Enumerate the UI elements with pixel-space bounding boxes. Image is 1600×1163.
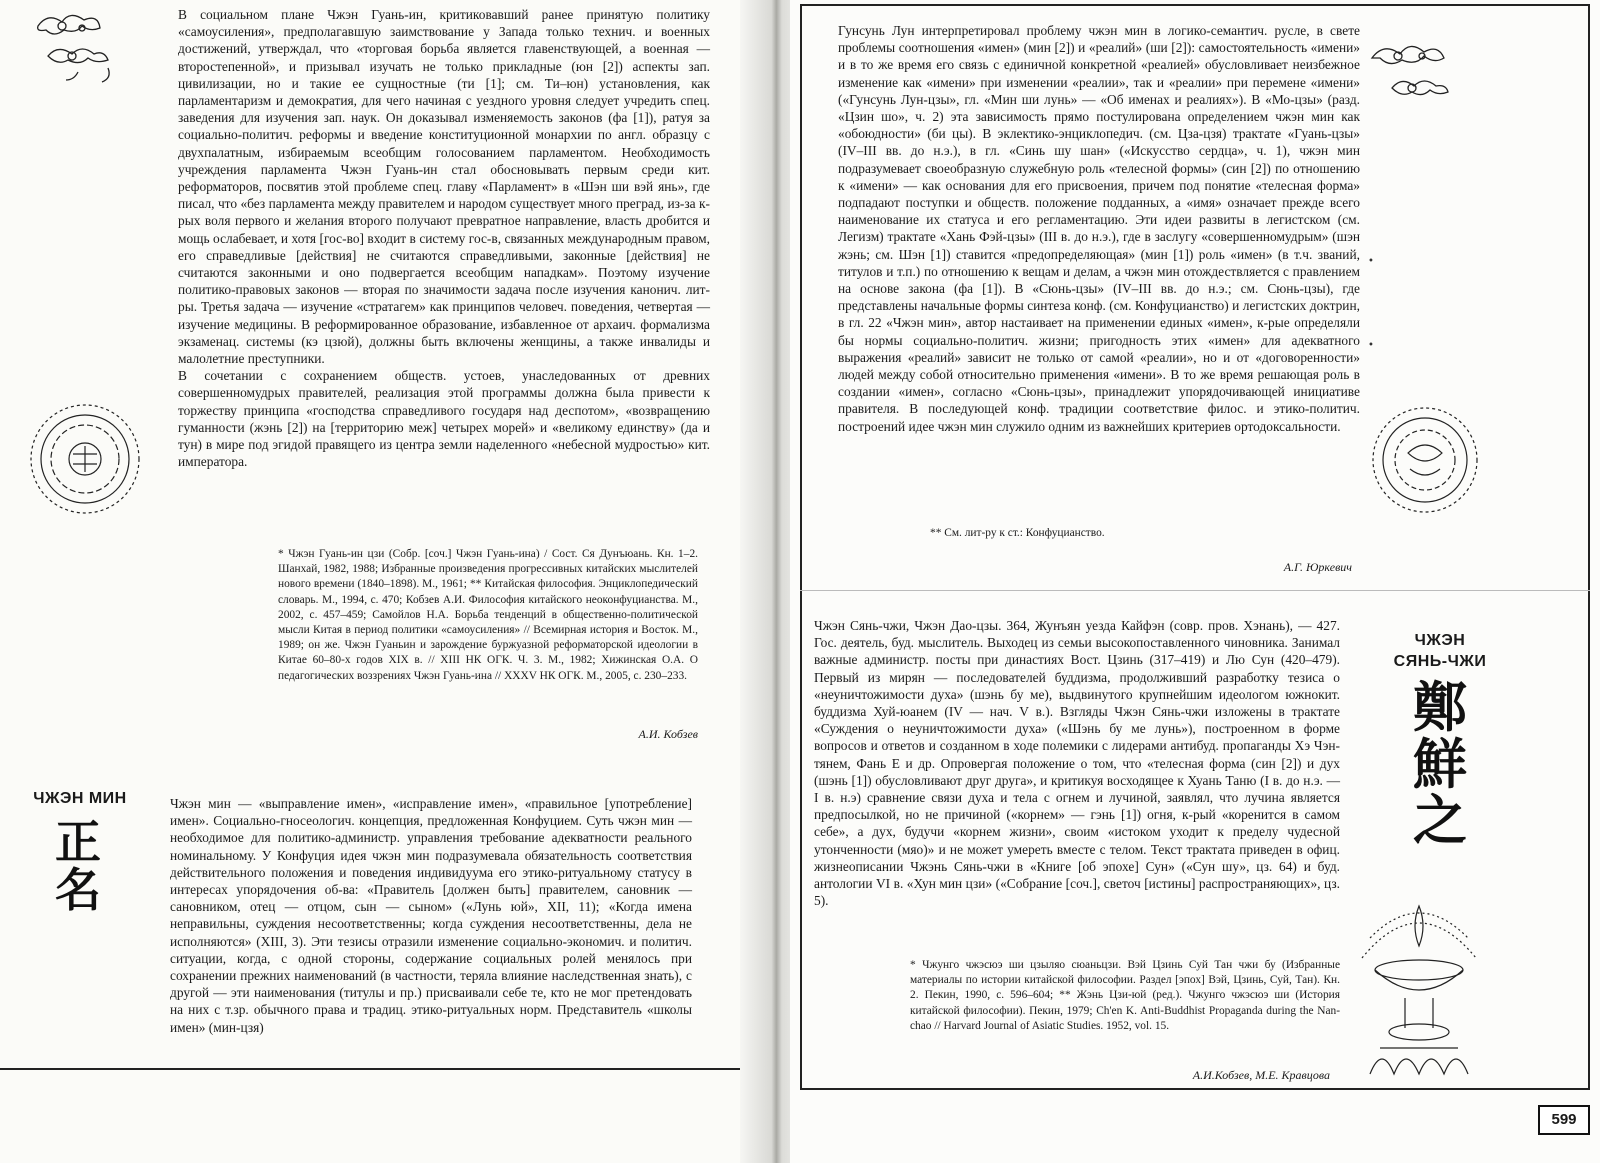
section-divider (800, 590, 1590, 591)
entry-headword: ЧЖЭН МИН (33, 790, 127, 807)
entry-headword-line1: ЧЖЭН (1414, 632, 1466, 649)
top-article-paragraph-2: В сочетании с сохранением обществ. устоев, унаследованных от древних совершенномудрых правителей, реализация этой программы должна была привести к торжеству принципа «господства справедливого государя над деспотом», «возвращению гуманности (жэнь [2]) на [территорию меж] четырех морей» и «великому единству» (да и тун) в мире под эгидой правящего из центра земли наделенного «небесной мудростью» кит. императора. (178, 368, 710, 470)
medallion-ornament-icon (28, 402, 143, 517)
top-article-references: ** См. лит-ру к ст.: Конфуцианство. (930, 527, 1105, 539)
margin-dot: • (1368, 340, 1374, 351)
right-page-bottom-border (800, 1088, 1590, 1090)
top-article-text: Гунсунь Лун интерпретировал проблему чжэн мин в логико-семантич. русле, в свете проблемы соотношения «имен» (мин [2]) и «реалий» (ши [2]): самостоятельность «имени» и в то же время его связь с единичной конкретной «реалией» обусловливает неизбежное изменение как «имени» при изменении «реалии», так и «реалии» при перемене «имени» («Гунсунь Лун-цзы», гл. «Мин ши лунь» — «Об именах и реалиях»). В «Мо-цзы» (разд. «Цзин шо», ч. 2) эта зависимость прямо постулирована определением чжэн мин как «обоюдности» (би цы). В эклектико-энциклопедич. (см. Цза-цзя) трактате «Гуань-цзы» (IV–III вв. до н.э.), в гл. «Синь шу шан» («Искусство сердца», ч. 1), чжэн мин подразумевает своеобразную служебную роль «телесной формы» (син [2]) по отношению к «имени» — как основания для его присвоения, причем под понятие «телесная форма» подпадают поступки и обществ. положение подданных, а «имя» означает прежде всего наименование их статуса и его регламентацию. Эти идеи развиты в легистском (см. Легизм) трактате «Хань Фэй-цзы» (III в. до н.э.), где в заслугу «совершенномудрым» (шэн жэнь; см. Шэн [1]) ставится «предопределяющая» (мин [1]) роль «имен» (в т.ч. званий, титулов и т.п.) по отношению к вещам и делам, а чжэн мин отождествляется с правлением на основе закона (фа [1]). В «Сюнь-цзы» (IV–III вв. до н.э.; см. Сюнь-цзы), где представлены начальные формы синтеза конф. (см. Конфуцианство) и легистских доктрин, в гл. 22 «Чжэн мин», автор настаивает на применении единых «имен», к-рые определяли бы нормы социально-политич. жизни; пригодность этих «имен» для адекватного выражения «реалий» зависит не только от самой «реалии», но и от «договоренности» людей между собой относительно применения «имени». В то же время решающая роль в создании «имен», согласно «Сюнь-цзы», принадлежит упорядочивающей инициативе правителя. В последующей конф. традиции соответствие филос. и этико-политич. построений идее чжэн мин служило одним из важнейших критериев ортодоксальности. (838, 23, 1360, 434)
right-page-right-border (1588, 4, 1590, 1090)
right-page-left-border (800, 4, 802, 1090)
lamp-ornament-icon (1350, 898, 1488, 1078)
entry-hanzi: 鄭 鮮 之 (1413, 676, 1467, 853)
entry-hanzi: 正 名 (55, 815, 101, 918)
entry-text: Чжэн мин — «выправление имен», «исправление имен», «правильное [употребление] имен». Социально-гносеологич. концепция, предложенная Конфуцием. Суть чжэн мин — необходимое для политико-администр. управления требование адекватности реального номинальному. У Конфуция идея чжэн мин подразумевала обязательность соответствия действительного положения и поведения индивидуума его этико-ритуальному статусу в интересах упорядочения об-ва: «Правитель [должен быть] правителем, сановник — сановником, отец — отцом, сын — сыном» («Лунь юй», XII, 11); «Когда имена неправильны, суждения несоответственны; когда суждения несоответственны, дела не исполняются» (XIII, 3). Эти тезисы отразили изменение социально-экономич. и политич. ситуации, когда, с одной стороны, содержание социальных ролей менялось при сохранении прежних наименований (в частности, теряла влияние наследственная знать), с другой — эти наименования (титулы и пр.) присваивали себе те, кто не мог претендовать на них с т.зр. обычного права и традиц. этико-ритуальных норм. Представитель «школы имен» (мин-цзя) (170, 796, 692, 1035)
left-page (0, 0, 770, 1163)
entry-author: А.И.Кобзев, М.Е. Кравцова (1192, 1068, 1330, 1082)
right-page-top-border (800, 4, 1590, 6)
top-article-paragraph-1: В социальном плане Чжэн Гуань-ин, критиковавший ранее принятую политику «самоусиления», предполагавшую заимствование у Запада только технич. и военных достижений, утверждал, что «торговая борьба является главенствующей, а военная — второстепенной», и призывал изучать не только прикладные (юн [2]) аспекты зап. цивилизации, но и такие ее сущностные (ти [1]; см. Ти–юн) установления, как парламентаризм и демократия, для чего начиная с уездного уровня следует учредить спец. заведения для изучения зап. наук. Он доказывал изменяемость законов (фа [1]), ратуя за социально-политич. реформы и введение конституционной монархии по англ. образцу с двухпалатным, избираемым всеобщим голосованием парламентом. Необходимость учреждения парламента Чжэн Гуань-ин стал обосновывать первым среди кит. реформаторов, посвятив этой проблеме спец. главу «Парламент» в «Шэн ши вэй янь», где писал, что «без парламента между правителем и народом существует много преград, из-за к-рых воля первого и желания второго получают превратное направление, власть дробится и мощь ослабевает, и хотя [гос-во] входит в систему гос-в, связанных международным правом, его справедливые [действия] не считаются справедливыми, законные [действия] не считаются законными и оно подвергается всеобщим нападкам». Поэтому изучение политико-правовых законов — вторая по значимости задача после изучения канонич. лит-ры. Третья задача — изучение «стратагем» как принципов человеч. поведения, четвертая — изучение медицины. В реформированное образование, избавленное от архаич. формализма экзаменац. системы (кэ цзюй), должны быть включены женщины, а также инвалиды и малолетние преступники. (178, 7, 710, 367)
entry-headword (1380, 630, 1500, 672)
top-divider (0, 1068, 740, 1070)
right-page (790, 0, 1600, 1163)
margin-dot: • (1368, 256, 1374, 267)
cloud-ornament-icon (1362, 28, 1472, 118)
page-number: 599 (1538, 1105, 1590, 1135)
cloud-ornament-icon (18, 6, 138, 86)
medallion-ornament-icon (1370, 405, 1480, 515)
top-article-text (178, 6, 710, 470)
entry-headword-line2: СЯНЬ-ЧЖИ (1393, 653, 1487, 670)
top-article-author: А.И. Кобзев (638, 727, 698, 741)
entry-references: * Чжунго чжэсюэ ши цзыляо сюаньцзи. Вэй Цзинь Суй Тан чжи бу (Избранные материалы по истории китайской философии. Раздел [эпох] Вэй, Цзинь, Суй, Тан). Кн. 2. Пекин, 1990, с. 596–604; ** Жэнь Цзи-юй (ред.). Чжунго чжэсюэ ши (История китайской философии). Пекин, 1979; Ch'en K. Anti-Buddhist Propaganda during the Nan-chao // Harvard Journal of Asiatic Studies. 1952, vol. 15. (910, 959, 1340, 1032)
top-article-references: * Чжэн Гуань-ин цзи (Собр. [соч.] Чжэн Гуань-ина) / Сост. Ся Дунъюань. Кн. 1–2. Шанхай, 1982, 1988; Избранные произведения прогрессивных китайских мыслителей нового времени (1840–1898). М., 1961; ** Китайская философия. Энциклопедический словарь. М., 1994, с. 470; Кобзев А.И. Философия китайского неоконфуцианства. М., 2002, с. 457–459; Самойлов Н.А. Борьба тенденций в общественно-политической мысли Китая в период политики «самоусиления» // Всемирная история и Восток. М., 1989; он же. Чжэн Гуаньин и зарождение буржуазной реформаторской идеологии в Китае 60–80-х годов XIX в. // XIII НК ОГК. Ч. 3. М., 1982; Хижинская О.А. О педагогических воззрениях Чжэн Гуань-ина // XXXV НК ОГК. М., 2005, с. 230–233. (278, 548, 698, 682)
entry-text: Чжэн Сянь-чжи, Чжэн Дао-цзы. 364, Жунъян уезда Кайфэн (совр. пров. Хэнань), — 427. Гос. деятель, буд. мыслитель. Выходец из семьи высокопоставленного чиновника. Занимал важные администр. посты при династиях Вост. Цзинь (317–419) и Лю Сун (420–479). Первый из мирян — последователей буддизма, продолживший разработку тезиса о «неуничтожимости духа» (шэнь бу ме), выдвинутого крупнейшим идеологом южнокит. буддизма Хуй-юанем (IV — нач. V в.). Взгляды Чжэн Сянь-чжи изложены в трактате «Суждения о неуничтожимости духа» («Шэнь бу ме лунь»), построенном в форме вопросов и ответов и созданном в ходе полемики с лидерами антибуд. пропаганды Хэ Чэн-тянем, Фань Е и др. Опровергая положение о том, что «телесная форма (син [2]) и дух (шэнь [1]) обусловливают друг друга», и критикуя восходящее к Хуань Таню (I в. до н.э. — I в. н.э) сравнение связи духа и тела с огнем и лучиной, заявлял, что лучина является предпосылкой, но не причиной («корнем» — гэнь [1]) огня, к-рый «коренится в самом себе», а дух, будучи «корнем жизни», своим «истоком уходит к пределу чудесной утонченности (мяо)» и не может умереть вместе с телом. Текст трактата приведен в офиц. жизнеописании Чжэнь Сянь-чжи в «Книге [об эпохе] Сун» («Сун шу», цз. 64) и буд. антологии VI в. «Хун мин цзи» («Собрание [соч.], светоч [истины] распространяющих», цз. 5). (814, 618, 1340, 909)
top-article-author: А.Г. Юркевич (1283, 560, 1352, 574)
